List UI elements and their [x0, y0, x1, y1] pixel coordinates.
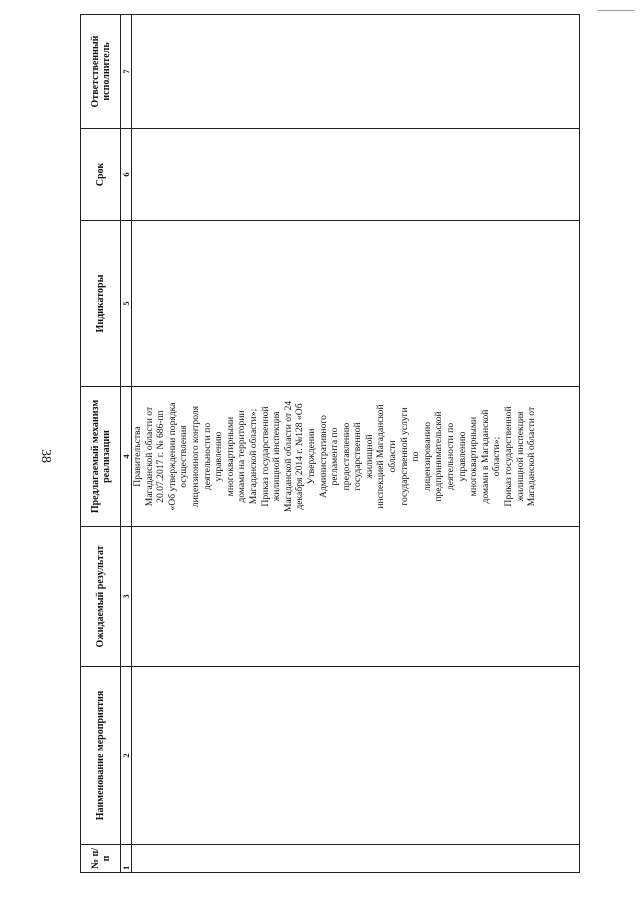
mechanism-line: Административного: [317, 415, 329, 498]
mechanism-line: домами на территории: [236, 410, 248, 503]
mechanism-line: «Об утверждении порядка: [166, 402, 178, 511]
colnum-2: 2: [121, 667, 132, 845]
mechanism-line: государственной услуги: [398, 407, 410, 506]
mechanism-line: лицензионного контроля: [189, 405, 201, 508]
mechanism-line: жилищной инспекция: [514, 411, 526, 502]
mechanism-line: управлению: [456, 431, 468, 482]
mechanism-line: области»;: [491, 436, 503, 477]
colnum-3: 3: [121, 527, 132, 667]
table-row: [132, 15, 580, 873]
cell-result: [132, 527, 580, 667]
cell-num: [132, 845, 580, 873]
mechanism-line: Правительства: [132, 426, 143, 487]
mechanism-line: жилищной: [363, 434, 375, 479]
mechanism-line: Магаданской области от: [526, 406, 538, 507]
colnum-1: 1: [121, 845, 132, 873]
header-row: [81, 15, 121, 873]
mechanism-line: жилищной инспекция: [271, 411, 283, 502]
page-number: 38: [38, 449, 53, 463]
mechanism-line: области: [387, 440, 399, 473]
mechanism-line: деятельности по: [201, 422, 213, 491]
mechanism-line: управлению: [213, 431, 225, 482]
header-term: Срок: [81, 129, 121, 221]
cell-indicators: [132, 221, 580, 387]
column-number-row: [121, 15, 132, 873]
mechanism-line: декабря 2014 г. №128 «Об: [294, 403, 306, 510]
mechanism-line: по: [410, 451, 422, 462]
mechanism-line: Приказ государственной: [503, 406, 514, 507]
mechanism-line: деятельности по: [445, 422, 457, 491]
cell-term: [132, 129, 580, 221]
mechanism-line: Магаданской области»;: [247, 408, 259, 505]
mechanism-line: 20.07.2017 г. № 686-пп: [155, 410, 167, 503]
mechanism-line: Магаданской области от: [143, 406, 155, 507]
mechanism-line: лицензированию: [421, 421, 433, 492]
mechanism-line: предпринимательской: [433, 411, 445, 502]
header-indicators: Индикаторы: [81, 221, 121, 387]
mechanism-line: Приказ государственной: [259, 406, 271, 507]
mechanism-line: Магаданской области от 24: [282, 400, 294, 513]
colnum-5: 5: [121, 221, 132, 387]
colnum-6: 6: [121, 129, 132, 221]
header-name: Наименование мероприятия: [81, 667, 121, 845]
colnum-4: 4: [121, 387, 132, 527]
cell-executor: [132, 15, 580, 129]
top-rule: [598, 10, 634, 11]
mechanism-line: государственной: [352, 422, 364, 491]
mechanism-line: предоставлению: [340, 422, 352, 491]
mechanism-line: многоквартирными: [224, 416, 236, 497]
header-executor: Ответственный исполнитель: [81, 15, 121, 129]
mechanism-line: инспекцией Магаданской: [375, 404, 387, 509]
header-result: Ожидаемый результат: [81, 527, 121, 667]
activities-table: [80, 14, 580, 873]
rotated-table-wrapper: [80, 15, 580, 873]
mechanism-line: осуществления: [178, 425, 190, 488]
mechanism-line: домами в Магаданской: [479, 409, 491, 504]
cell-mechanism: [132, 387, 580, 527]
colnum-7: 7: [121, 15, 132, 129]
header-num: № п/п: [81, 845, 121, 873]
header-mechanism: Предлагаемый механизм реализации: [81, 387, 121, 527]
mechanism-line: многоквартирными: [468, 416, 480, 497]
cell-name: [132, 667, 580, 845]
mechanism-line: регламента по: [329, 427, 341, 486]
mechanism-line: Утверждении: [305, 428, 317, 485]
